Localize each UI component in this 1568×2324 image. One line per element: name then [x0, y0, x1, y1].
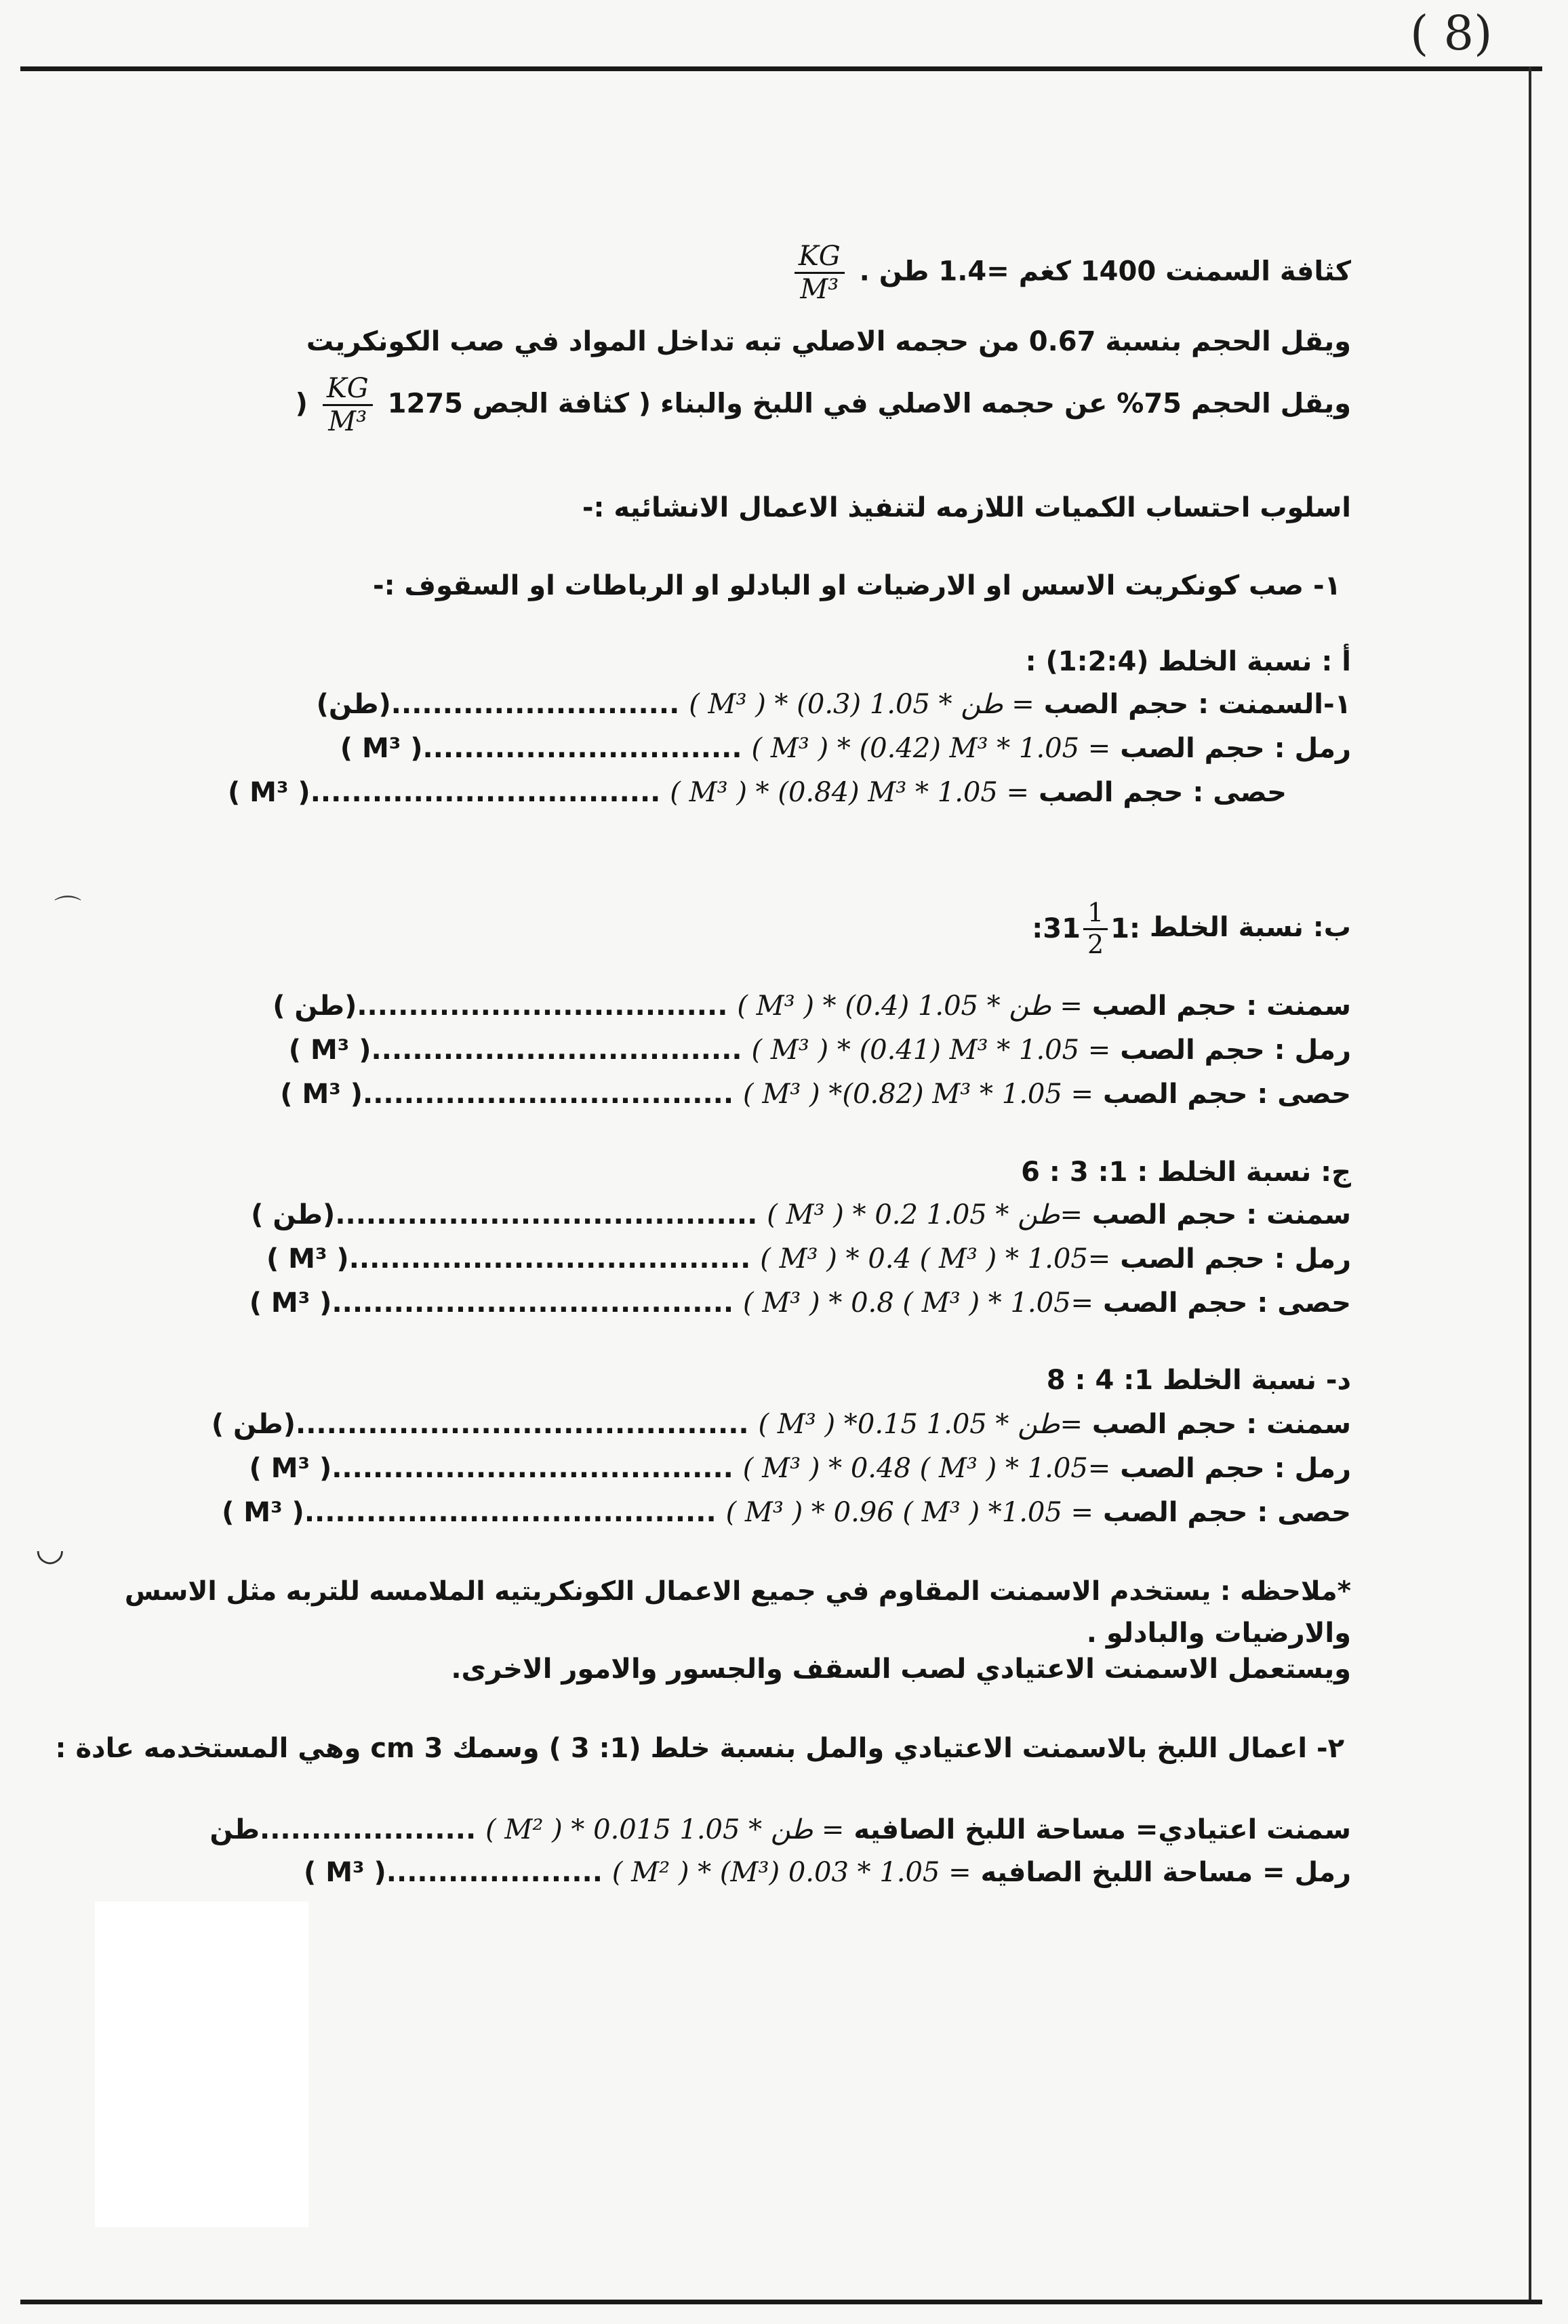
mix-a-row-sand — [340, 732, 1351, 765]
ratio-fraction-numerator: 1 — [1083, 898, 1108, 930]
row-dots: ............................... — [422, 733, 742, 764]
row-unit: ( M³ ) — [288, 1035, 371, 1066]
fraction-numerator: KG — [795, 241, 845, 274]
mix-d-row-cement — [212, 1408, 1351, 1441]
mix-d-title: د- نسبة الخلط 1: 4 : 8 — [1046, 1365, 1351, 1396]
scan-mark: ⌒ — [54, 894, 81, 925]
fraction-denominator: M³ — [328, 406, 367, 437]
row-unit: ( M³ ) — [227, 777, 310, 808]
row-label: سمنت : حجم الصب — [1091, 1409, 1351, 1440]
mix-b-row-gravel — [280, 1078, 1351, 1110]
mix-c-row-sand — [266, 1243, 1351, 1275]
mix-a-row-gravel — [228, 776, 1287, 809]
row-dots: .................................... — [371, 1035, 742, 1066]
row-label: سمنت : حجم الصب — [1091, 990, 1351, 1022]
mix-a-title: أ : نسبة الخلط (1:2:4) : — [1025, 646, 1351, 677]
row-formula: ( M³ ) *(0.82) M³ * 1.05 = — [743, 1079, 1094, 1110]
cement-density-line — [789, 241, 1351, 305]
row-dots: ....................................... — [331, 1287, 734, 1319]
row-formula: ( M³ ) * 0.4 ( M³ ) * 1.05= — [760, 1243, 1111, 1275]
row-dots: ....................................... — [348, 1243, 751, 1275]
row-label: حصى : حجم الصب — [1103, 1287, 1351, 1319]
row-label: ١-السمنت : حجم الصب — [1043, 689, 1351, 720]
mix-c-row-gravel — [249, 1287, 1351, 1319]
plaster-volume-reduction-text: ويقل الحجم 75% عن حجمه الاصلي في اللبخ والبناء ( كثافة الجص 1275 — [387, 388, 1351, 420]
scan-mark: ◡ — [35, 1529, 65, 1568]
row-formula-group — [289, 1034, 1110, 1066]
ratio-fraction — [1083, 898, 1108, 959]
row-label: حصى : حجم الصب — [1039, 777, 1287, 808]
note-line-2: والارضيات والبادلو . — [1086, 1618, 1351, 1649]
mix-b-title — [1032, 898, 1351, 959]
row-formula-group — [317, 688, 1034, 721]
mix-b-row-sand — [289, 1034, 1351, 1066]
row-formula-group — [280, 1078, 1093, 1110]
section1-heading: ١- صب كونكريت الاسس او الارضيات او البادلو او الرباطات او السقوف :- — [373, 570, 1341, 601]
row-formula-group — [340, 732, 1111, 765]
section2-row-cement — [209, 1814, 1351, 1846]
fraction-denominator: M³ — [800, 274, 839, 305]
row-formula: ( M³ ) * (0.41) M³ * 1.05 = — [751, 1035, 1111, 1066]
cement-density-text: كثافة السمنت 1400 كغم =1.4 طن . — [859, 256, 1351, 287]
row-formula-group — [266, 1243, 1110, 1275]
redaction-box — [95, 1902, 308, 2227]
row-formula: ( M³ ) * (0.3) طن * 1.05 = — [689, 689, 1034, 720]
row-dots: .................................. — [310, 777, 661, 808]
bottom-border-rule — [20, 2300, 1542, 2304]
row-unit: ( طن) — [273, 990, 357, 1022]
ratio-start: 1: — [1110, 913, 1140, 945]
row-formula: ( M³ ) *0.15 طن * 1.05= — [758, 1409, 1083, 1440]
mix-a-row-cement — [317, 688, 1351, 721]
note-line-3: ويستعمل الاسمنت الاعتيادي لصب السقف والجسور والامور الاخرى. — [451, 1654, 1351, 1685]
row-formula: ( M³ ) * (0.4) طن * 1.05 = — [737, 990, 1083, 1022]
concrete-volume-reduction: ويقل الحجم بنسبة 0.67 من حجمه الاصلي تبه تداخل المواد في صب الكونكريت — [306, 326, 1351, 357]
row-dots: ....................................... — [331, 1453, 733, 1484]
gypsum-density-unit-fraction — [323, 373, 373, 437]
row-formula-group — [228, 776, 1029, 809]
note-line-1: *ملاحظه : يستخدم الاسمنت المقاوم في جميع الاعمال الكونكريتيه الملامسه للتربه مثل الاسس — [124, 1576, 1351, 1607]
row-unit: ( M³ ) — [304, 1857, 386, 1888]
row-formula-group — [209, 1814, 844, 1846]
row-formula: ( M³ ) * (0.42) M³ * 1.05 = — [751, 733, 1111, 764]
row-label: سمنت اعتيادي= مساحة اللبخ الصافيه — [853, 1814, 1351, 1845]
fraction-numerator: KG — [323, 373, 373, 406]
ratio-end: :3 — [1032, 913, 1062, 945]
density-unit-fraction — [795, 241, 845, 305]
row-label: رمل : حجم الصب — [1120, 1035, 1351, 1066]
row-dots: ..................... — [386, 1857, 603, 1888]
top-border-rule — [20, 66, 1542, 71]
closing-paren: ( — [295, 388, 308, 420]
row-label: سمنت : حجم الصب — [1091, 1199, 1351, 1230]
mix-b-title-prefix: ب: نسبة الخلط — [1149, 912, 1351, 944]
right-border-rule — [1529, 66, 1531, 2304]
row-formula-group — [304, 1856, 971, 1889]
mix-b-row-cement — [273, 990, 1351, 1022]
row-formula: ( M³ ) * 0.2 طن * 1.05= — [767, 1199, 1083, 1230]
row-dots: ........................................ — [304, 1497, 717, 1528]
row-unit: ( طن) — [211, 1409, 296, 1440]
page-number: ( 8) — [1410, 5, 1493, 61]
method-heading: اسلوب احتساب الكميات اللازمه لتنفيذ الاعمال الانشائيه :- — [582, 492, 1351, 523]
row-formula: ( M² ) * 0.015 طن * 1.05 = — [485, 1814, 845, 1845]
row-dots: ..................... — [260, 1814, 477, 1845]
mix-b-ratio — [1032, 898, 1140, 959]
row-unit: ( M³ ) — [266, 1243, 349, 1275]
row-formula-group — [273, 990, 1083, 1022]
row-unit: طن — [209, 1814, 260, 1845]
row-formula-group — [212, 1408, 1083, 1441]
row-formula: ( M³ ) * (0.84) M³ * 1.05 = — [670, 777, 1030, 808]
row-unit: (طن) — [316, 689, 391, 720]
row-dots: .................................... — [363, 1079, 734, 1110]
ratio-whole: 1 — [1062, 913, 1081, 945]
row-label: رمل : حجم الصب — [1120, 733, 1351, 764]
row-unit: ( M³ ) — [249, 1453, 332, 1484]
row-unit: ( M³ ) — [249, 1287, 332, 1319]
row-unit: ( طن) — [251, 1199, 336, 1230]
row-label: رمل : حجم الصب — [1120, 1453, 1351, 1484]
row-formula-group — [249, 1287, 1093, 1319]
row-dots: ............................................ — [296, 1409, 749, 1440]
row-formula-group — [222, 1496, 1093, 1529]
row-label: رمل = مساحة اللبخ الصافيه — [980, 1857, 1351, 1888]
row-formula-group — [251, 1199, 1083, 1231]
section2-heading: ٢- اعمال اللبخ بالاسمنت الاعتيادي والمل بنسبة خلط (1: 3 ) وسمك 3 cm وهي المستخدمه عادة : — [55, 1733, 1344, 1764]
mix-d-row-gravel — [222, 1496, 1351, 1529]
plaster-volume-reduction-line — [296, 373, 1351, 437]
row-formula-group — [249, 1452, 1110, 1485]
row-label: حصى : حجم الصب — [1103, 1079, 1351, 1110]
row-dots: ............................ — [390, 689, 680, 720]
ratio-fraction-denominator: 2 — [1087, 929, 1104, 959]
row-label: رمل : حجم الصب — [1120, 1243, 1351, 1275]
row-label: حصى : حجم الصب — [1103, 1497, 1351, 1528]
row-dots: ......................................... — [335, 1199, 758, 1230]
row-formula: ( M³ ) * 0.48 ( M³ ) * 1.05= — [742, 1453, 1111, 1484]
row-formula: ( M² ) * (M³) 0.03 * 1.05 = — [611, 1857, 971, 1888]
row-formula: ( M³ ) * 0.96 ( M³ ) *1.05 = — [725, 1497, 1094, 1528]
section2-row-sand — [304, 1856, 1351, 1889]
mix-c-title: ج: نسبة الخلط : 1: 3 : 6 — [1021, 1157, 1351, 1188]
row-unit: ( M³ ) — [340, 733, 423, 764]
row-unit: ( M³ ) — [222, 1497, 304, 1528]
mix-d-row-sand — [249, 1452, 1351, 1485]
row-dots: .................................... — [357, 990, 728, 1022]
row-formula: ( M³ ) * 0.8 ( M³ ) * 1.05= — [743, 1287, 1094, 1319]
mix-c-row-cement — [251, 1199, 1351, 1231]
row-unit: ( M³ ) — [280, 1079, 363, 1110]
